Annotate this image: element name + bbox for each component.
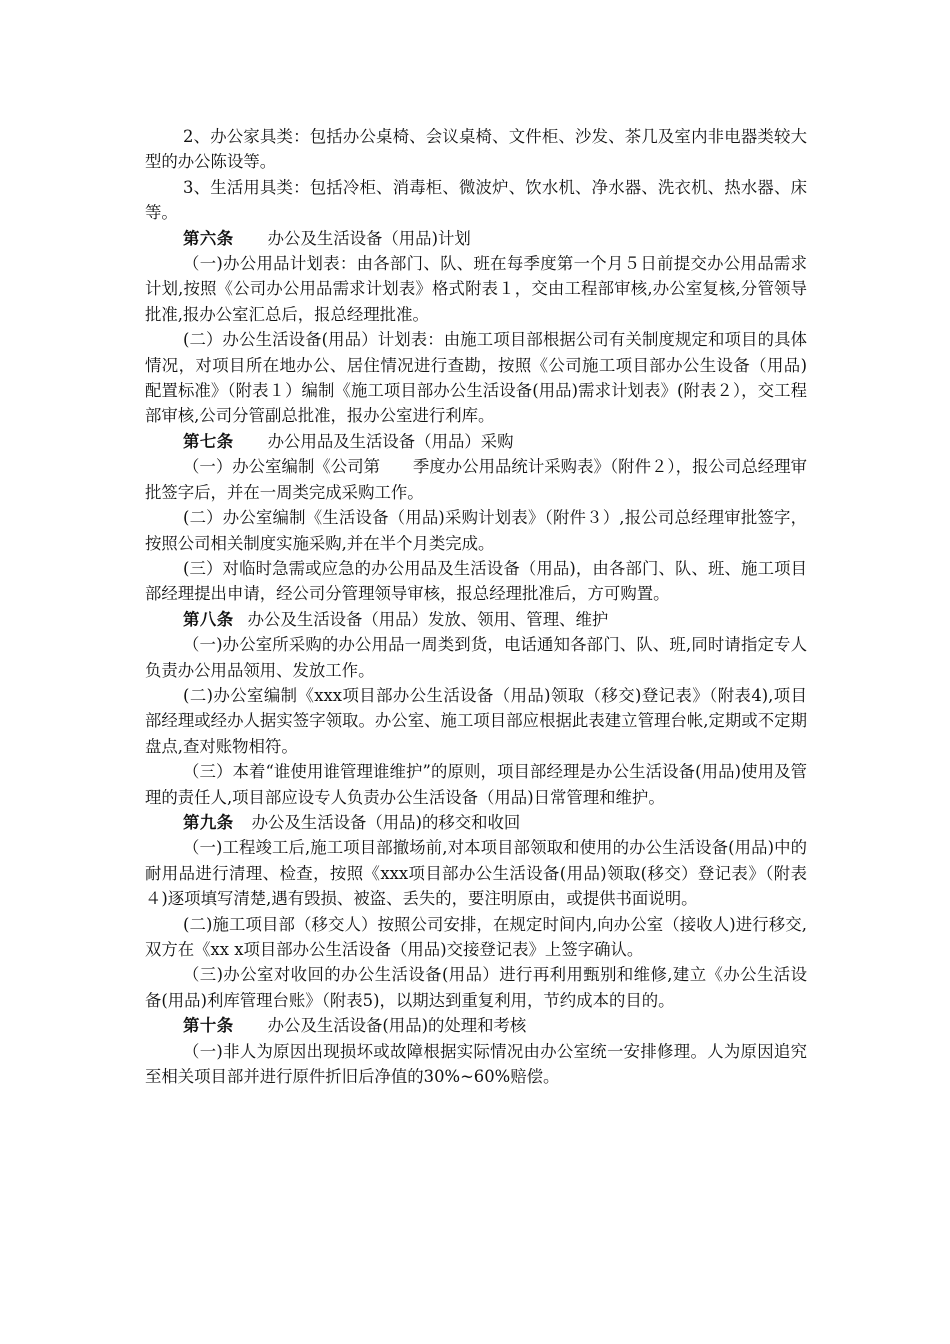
paragraph-living-appliances: 3、生活用具类：包括冷柜、消毒柜、微波炉、饮水机、净水器、洗衣机、热水器、床等。 <box>145 177 807 223</box>
article-9-clause-3: （三)办公室对收回的办公生活设备(用品）进行再利用甄别和维修,建立《办公生活设备(用品)利库管理台账》（附表5)，以期达到重复利用，节约成本的目的。 <box>145 965 807 1010</box>
article-10-heading <box>145 1013 807 1038</box>
article-8-clause-1: （一)办公室所采购的办公用品一周类到货，电话通知各部门、队、班,同时请指定专人负责办公用品领用、发放工作。 <box>145 635 807 680</box>
article-7-title: 办公用品及生活设备（用品）采购 <box>267 431 514 451</box>
article-9-title: 办公及生活设备（用品)的移交和收回 <box>251 812 521 832</box>
article-9-heading <box>145 810 807 835</box>
document-page <box>145 124 807 1089</box>
article-6-heading <box>145 226 807 251</box>
article-7-clause-3: (三）对临时急需或应急的办公用品及生活设备（用品)，由各部门、队、班、施工项目部经理提出申请，经公司分管理领导审核，报总经理批准后，方可购置。 <box>145 558 807 604</box>
article-8-number: 第八条 <box>183 609 234 629</box>
article-8-title: 办公及生活设备（用品）发放、领用、管理、维护 <box>247 609 609 629</box>
article-7-clause-1: （一）办公室编制《公司第 季度办公用品统计采购表》（附件２），报公司总经理审批签字后，并在一周类完成采购工作。 <box>145 457 807 502</box>
article-7-clause-2: (二）办公室编制《生活设备（用品)采购计划表》（附件３）,报公司总经理审批签字，按照公司相关制度实施采购,并在半个月类完成。 <box>145 508 807 553</box>
article-6-number: 第六条 <box>183 228 234 248</box>
article-8-heading <box>145 607 807 632</box>
article-10-title: 办公及生活设备(用品)的处理和考核 <box>267 1016 527 1036</box>
article-9-clause-1: （一)工程竣工后,施工项目部撤场前,对本项目部领取和使用的办公生活设备(用品)中的耐用品进行清理、检查，按照《xxx项目部办公生活设备(用品)领取(移交）登记表》（附表４)逐项填写清楚,遇有毁损、被盗、丢失的，要注明原由，或提供书面说明。 <box>145 838 807 909</box>
article-6-title: 办公及生活设备（用品)计划 <box>267 228 471 248</box>
article-10-clause-1: （一)非人为原因出现损坏或故障根据实际情况由办公室统一安排修理。人为原因追究至相关项目部并进行原件折旧后净值的30%~60%赔偿。 <box>145 1041 807 1087</box>
paragraph-office-furniture: 2、办公家具类：包括办公桌椅、会议桌椅、文件柜、沙发、茶几及室内非电器类较大型的办公陈设等。 <box>145 127 807 172</box>
article-8-clause-3: （三）本着“谁使用谁管理谁维护”的原则，项目部经理是办公生活设备(用品)使用及管理的责任人,项目部应设专人负责办公生活设备（用品)日常管理和维护。 <box>145 762 807 807</box>
article-9-clause-2: (二)施工项目部（移交人）按照公司安排，在规定时间内,向办公室（接收人)进行移交,双方在《xx x项目部办公生活设备（用品)交接登记表》上签字确认。 <box>145 914 807 959</box>
article-6-clause-1: （一)办公用品计划表：由各部门、队、班在每季度第一个月５日前提交办公用品需求计划,按照《公司办公用品需求计划表》格式附表１，交由工程部审核,办公室复核,分管领导批准,报办公室汇总后，报总经理批准。 <box>145 254 807 324</box>
article-9-number: 第九条 <box>183 812 234 832</box>
article-7-number: 第七条 <box>183 431 234 451</box>
article-8-clause-2: (二)办公室编制《xxx项目部办公生活设备（用品)领取（移交)登记表》（附表4),项目部经理或经办人据实签字领取。办公室、施工项目部应根据此表建立管理台帐,定期或不定期盘点,查对账物相符。 <box>145 685 807 756</box>
article-6-clause-2: (二）办公生活设备(用品）计划表：由施工项目部根据公司有关制度规定和项目的具体情况，对项目所在地办公、居住情况进行查勘，按照《公司施工项目部办公生设备（用品)配置标准》（附表１）编制《施工项目部办公生活设备(用品)需求计划表》(附表２），交工程部审核,公司分管副总批准，报办公室进行利库。 <box>145 330 807 426</box>
article-7-heading <box>145 429 807 454</box>
article-10-number: 第十条 <box>183 1016 234 1036</box>
